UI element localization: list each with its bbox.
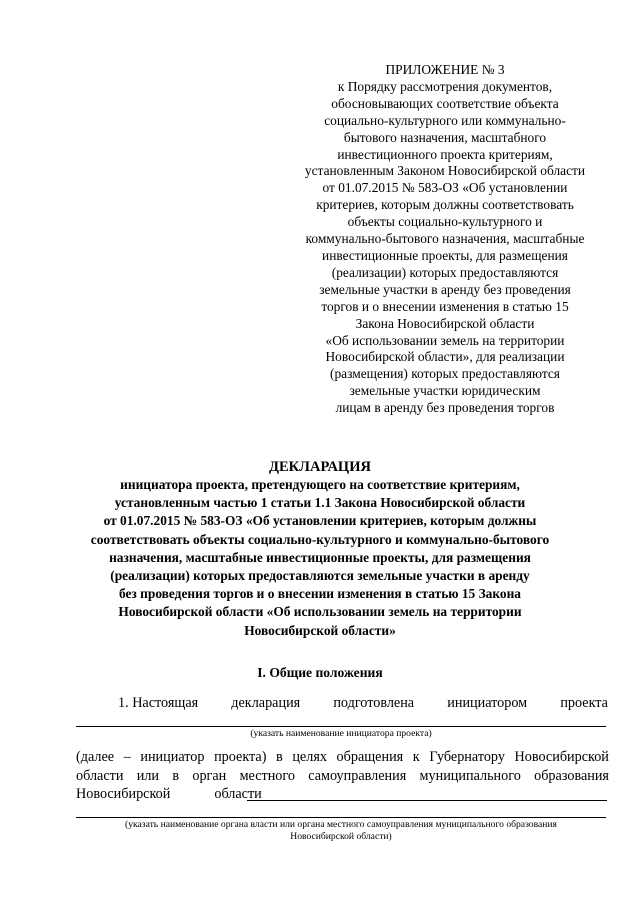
word: орган	[192, 767, 227, 784]
appendix-line: Закона Новосибирской области	[355, 315, 535, 331]
appendix-line: объекты социально-культурного и	[347, 214, 543, 230]
appendix-line: (размещения) которых предоставляются	[330, 366, 560, 382]
word: в	[276, 749, 283, 765]
declaration-line: инициатора проекта, претендующего на соответствие критериям,	[120, 477, 520, 492]
clause-1-intro	[118, 694, 608, 712]
appendix-line: лицам в аренду без проведения торгов	[335, 400, 555, 416]
appendix-line: от 01.07.2015 № 583-ОЗ «Об установлении	[322, 180, 568, 196]
declaration-title: ДЕКЛАРАЦИЯ	[269, 459, 371, 475]
word: инициатор	[140, 749, 205, 765]
clause-word: инициатором	[447, 695, 528, 711]
declaration-heading	[70, 459, 570, 640]
word: к	[412, 749, 420, 765]
appendix-line: коммунально-бытового назначения, масштабные	[305, 231, 585, 247]
region-word: области	[214, 786, 262, 802]
word: муниципального	[419, 767, 521, 784]
initiator-caption: (указать наименование инициатора проекта)	[250, 728, 432, 739]
region-row	[76, 785, 262, 803]
appendix-line: Новосибирской области», для реализации	[325, 349, 565, 365]
appendix-line: обосновывающих соответствие объекта	[331, 95, 559, 111]
authority-caption-line: Новосибирской области)	[290, 831, 392, 842]
word: образования	[534, 767, 609, 784]
word: Новосибирской	[514, 749, 609, 765]
appendix-line: торгов и о внесении изменения в статью 15	[321, 298, 569, 314]
appendix-line: установленным Законом Новосибирской области	[304, 163, 586, 179]
appendix-line: (реализации) которых предоставляются	[331, 264, 559, 280]
appendix-line: земельные участки в аренду без проведения	[319, 281, 571, 297]
word: (далее	[76, 749, 115, 765]
declaration-line: (реализации) которых предоставляются земельные участки в аренду	[110, 568, 530, 584]
word: проекта)	[214, 749, 267, 765]
appendix-line: инвестиционные проекты, для размещения	[322, 247, 568, 263]
appendix-line: критериев, которым должны соответствовать	[316, 197, 574, 213]
word: или	[136, 767, 160, 784]
word: обращения	[336, 749, 404, 765]
authority-caption	[76, 819, 606, 843]
declaration-line: соответствовать объекты социально-культурного и коммунально-бытового	[90, 531, 550, 547]
declaration-line: без проведения торгов и о внесении изменения в статью 15 Закона	[118, 586, 522, 602]
clause-word: проекта	[560, 695, 608, 711]
region-word: Новосибирской	[76, 786, 171, 802]
appendix-header	[285, 62, 605, 417]
declaration-line: Новосибирской области»	[244, 622, 396, 638]
appendix-line: социально-культурного или коммунально-	[324, 112, 566, 128]
authority-name-line[interactable]	[76, 817, 606, 818]
clause-1-paragraph	[76, 748, 609, 786]
appendix-line: бытового назначения, масштабного	[343, 129, 547, 145]
appendix-line: к Порядку рассмотрения документов,	[337, 78, 553, 94]
appendix-line: «Об использовании земель на территории	[325, 332, 565, 348]
initiator-name-line[interactable]	[76, 726, 606, 727]
clause-word: декларация	[231, 695, 301, 711]
paragraph-line	[76, 748, 609, 767]
word: местного	[239, 767, 295, 784]
word: целях	[292, 749, 327, 765]
authority-caption-line: (указать наименование органа власти или органа местного самоуправления муниципального образования	[125, 819, 557, 830]
word: самоуправления	[308, 767, 407, 784]
paragraph-line	[76, 767, 609, 786]
appendix-line: инвестиционного проекта критериям,	[337, 146, 553, 162]
word: Губернатору	[429, 749, 505, 765]
appendix-line: земельные участки юридическим	[349, 383, 541, 399]
word: области	[76, 767, 124, 784]
municipality-name-line[interactable]	[247, 800, 607, 801]
section-heading: I. Общие положения	[257, 665, 383, 680]
declaration-line: Новосибирской области «Об использовании земель на территории	[118, 604, 522, 620]
declaration-line: установленным частью 1 статьи 1.1 Закона Новосибирской области	[114, 495, 526, 511]
declaration-line: от 01.07.2015 № 583-ОЗ «Об установлении критериев, которым должны	[103, 513, 537, 529]
word: –	[123, 749, 131, 765]
clause-word: подготовлена	[333, 695, 415, 711]
appendix-title: ПРИЛОЖЕНИЕ № 3	[385, 62, 505, 77]
declaration-line: назначения, масштабные инвестиционные проекты, для размещения	[109, 549, 531, 565]
clause-word: 1. Настоящая	[118, 695, 199, 711]
word: в	[172, 767, 180, 784]
